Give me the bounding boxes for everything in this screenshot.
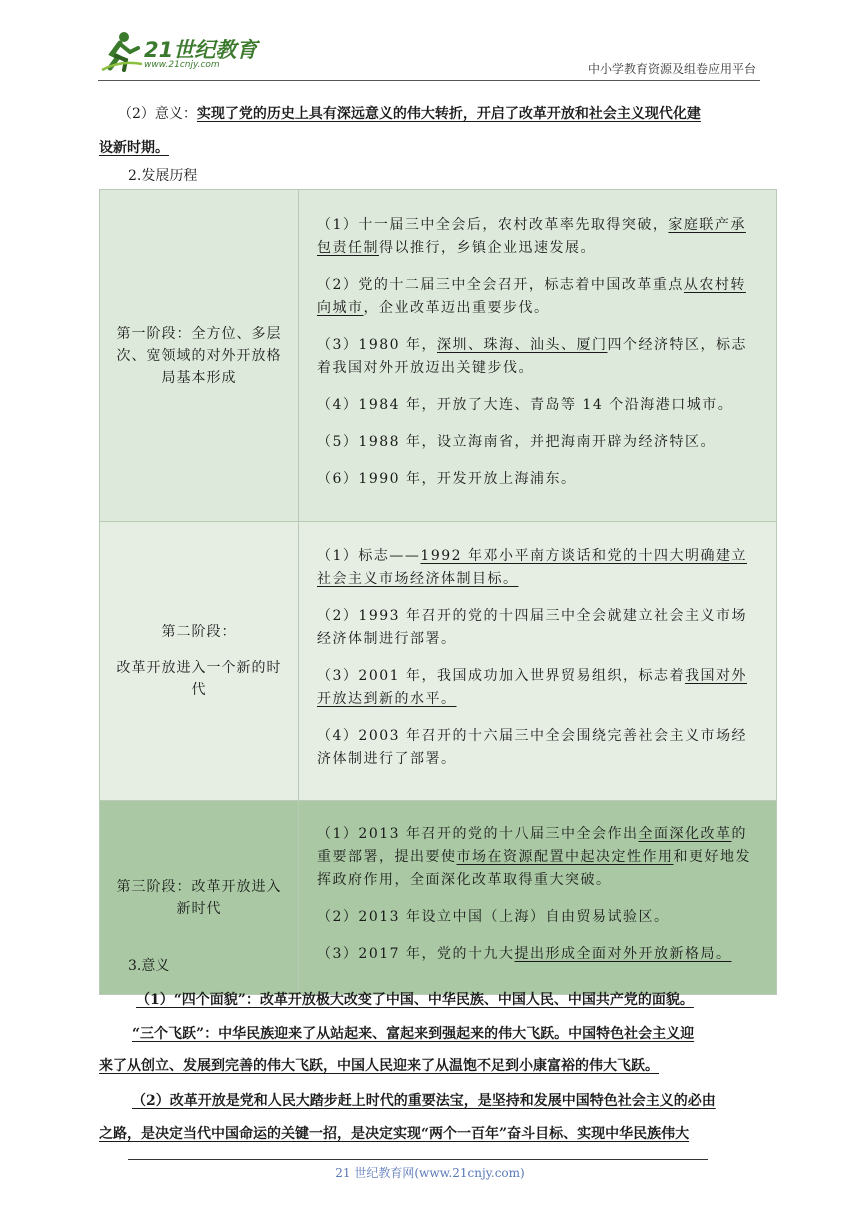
stage-row [100,190,777,522]
stage-label-line: 第二阶段： [161,624,237,640]
item-underlined: 我国对外开放达到新的水平。 [317,668,747,707]
page-header [98,30,760,80]
stage-item [317,214,758,260]
item-text: （3）2001 年，我国成功加入世界贸易组织，标志着 [317,668,685,684]
stage-row [100,801,777,995]
item-underlined: 从农村转向城市 [317,277,746,316]
section-development-heading: 2.发展历程 [128,168,198,184]
meaning-paragraph-3-line-1: （2）改革开放是党和人民大踏步赶上时代的重要法宝，是坚持和发展中国特色社会主义的必由 [132,1093,716,1109]
development-stages-table [99,189,777,995]
item-text: （3）1980 年， [317,337,437,353]
logo-url: www.21cnjy.com [144,60,220,70]
stage-items [299,801,777,995]
significance-line-1 [118,100,701,128]
item-underlined: 提出形成全面对外开放新格局。 [514,946,732,962]
platform-name: 中小学教育资源及组卷应用平台 [587,62,756,76]
stage-items [299,522,777,801]
stage-items [299,190,777,522]
page-footer: 21 世纪教育网(www.21cnjy.com) [335,1166,525,1180]
stage-item: （2）1993 年召开的党的十四届三中全会就建立社会主义市场经济体制进行部署。 [317,608,747,647]
section-meaning-heading: 3.意义 [128,958,170,974]
item-text: 的重要部署，提出要使 [317,826,747,865]
stage-item [317,823,758,892]
significance-text: 实现了党的历史上具有深远意义的伟大转折，开启了改革开放和社会主义现代化建 [196,106,701,122]
stage-item [317,274,758,320]
meaning-paragraph-2-line-2: 来了从创立、发展到完善的伟大飞跃，中国人民迎来了从温饱不足到小康富裕的伟大飞跃。 [99,1058,659,1074]
stage-item [317,943,758,966]
logo-text: 21世纪教育 [144,38,258,62]
item-underlined: 1992 年邓小平南方谈话和党的十四大明确建立社会主义市场经济体制目标。 [317,548,747,587]
stage-label-line: 改革开放进入一个新的时代 [116,660,282,698]
item-underlined: 全面深化改革 [638,826,732,842]
runner-logo-icon [98,30,142,74]
stage-row [100,522,777,801]
item-text: ，企业改革迈出重要步伐。 [363,300,550,316]
significance-line-2: 设新时期。 [99,140,169,156]
meaning-paragraph-1: （1）“四个面貌”：改革开放极大改变了中国、中华民族、中国人民、中国共产党的面貌。 [136,992,694,1008]
stage-item: （6）1990 年，开发开放上海浦东。 [317,471,577,487]
item-text: （3）2017 年，党的十九大 [317,946,515,962]
stage-item: （4）2003 年召开的十六届三中全会围绕完善社会主义市场经济体制进行了部署。 [317,728,747,767]
item-underlined: 深圳、珠海、汕头、厦门 [437,337,608,353]
item-text: （1）十一届三中全会后，农村改革率先取得突破， [317,217,669,233]
site-logo [98,30,258,76]
stage-item [317,665,758,711]
meaning-paragraph-3-line-2: 之路，是决定当代中国命运的关键一招，是决定实现“两个一百年”奋斗目标、实现中华民族伟大 [99,1126,690,1142]
stage-item [317,545,758,591]
stage-label: 第一阶段：全方位、多层次、宽领域的对外开放格局基本形成 [100,190,299,522]
item-underlined: 市场在资源配置中起决定性作用 [456,849,674,865]
item-text: 得以推行，乡镇企业迅速发展。 [379,240,596,256]
stage-item: （2）2013 年设立中国（上海）自由贸易试验区。 [317,909,670,925]
item-text: （1）标志—— [317,548,421,564]
stage-label [100,522,299,801]
stage-label: 第三阶段：改革开放进入新时代 [100,801,299,995]
item-text: （2）党的十二届三中全会召开，标志着中国改革重点 [317,277,684,293]
meaning-paragraph-2-line-1: “三个飞跃”：中华民族迎来了从站起来、富起来到强起来的伟大飞跃。中国特色社会主义迎 [132,1026,695,1042]
header-divider [98,80,760,81]
stage-item: （5）1988 年，设立海南省，并把海南开辟为经济特区。 [317,434,716,450]
stage-item [317,334,758,380]
footer-divider [128,1159,708,1160]
item-text: 和更好地发挥政府作用，全面深化改革取得重大突破。 [317,849,751,888]
item-underlined: 家庭联产承包责任制 [317,217,746,256]
item-text: 四个经济特区，标志着我国对外开放迈出关键步伐。 [317,337,747,376]
stage-item: （4）1984 年，开放了大连、青岛等 14 个沿海港口城市。 [317,397,734,413]
significance-prefix: （2）意义： [118,106,197,122]
item-text: （1）2013 年召开的党的十八届三中全会作出 [317,826,639,842]
